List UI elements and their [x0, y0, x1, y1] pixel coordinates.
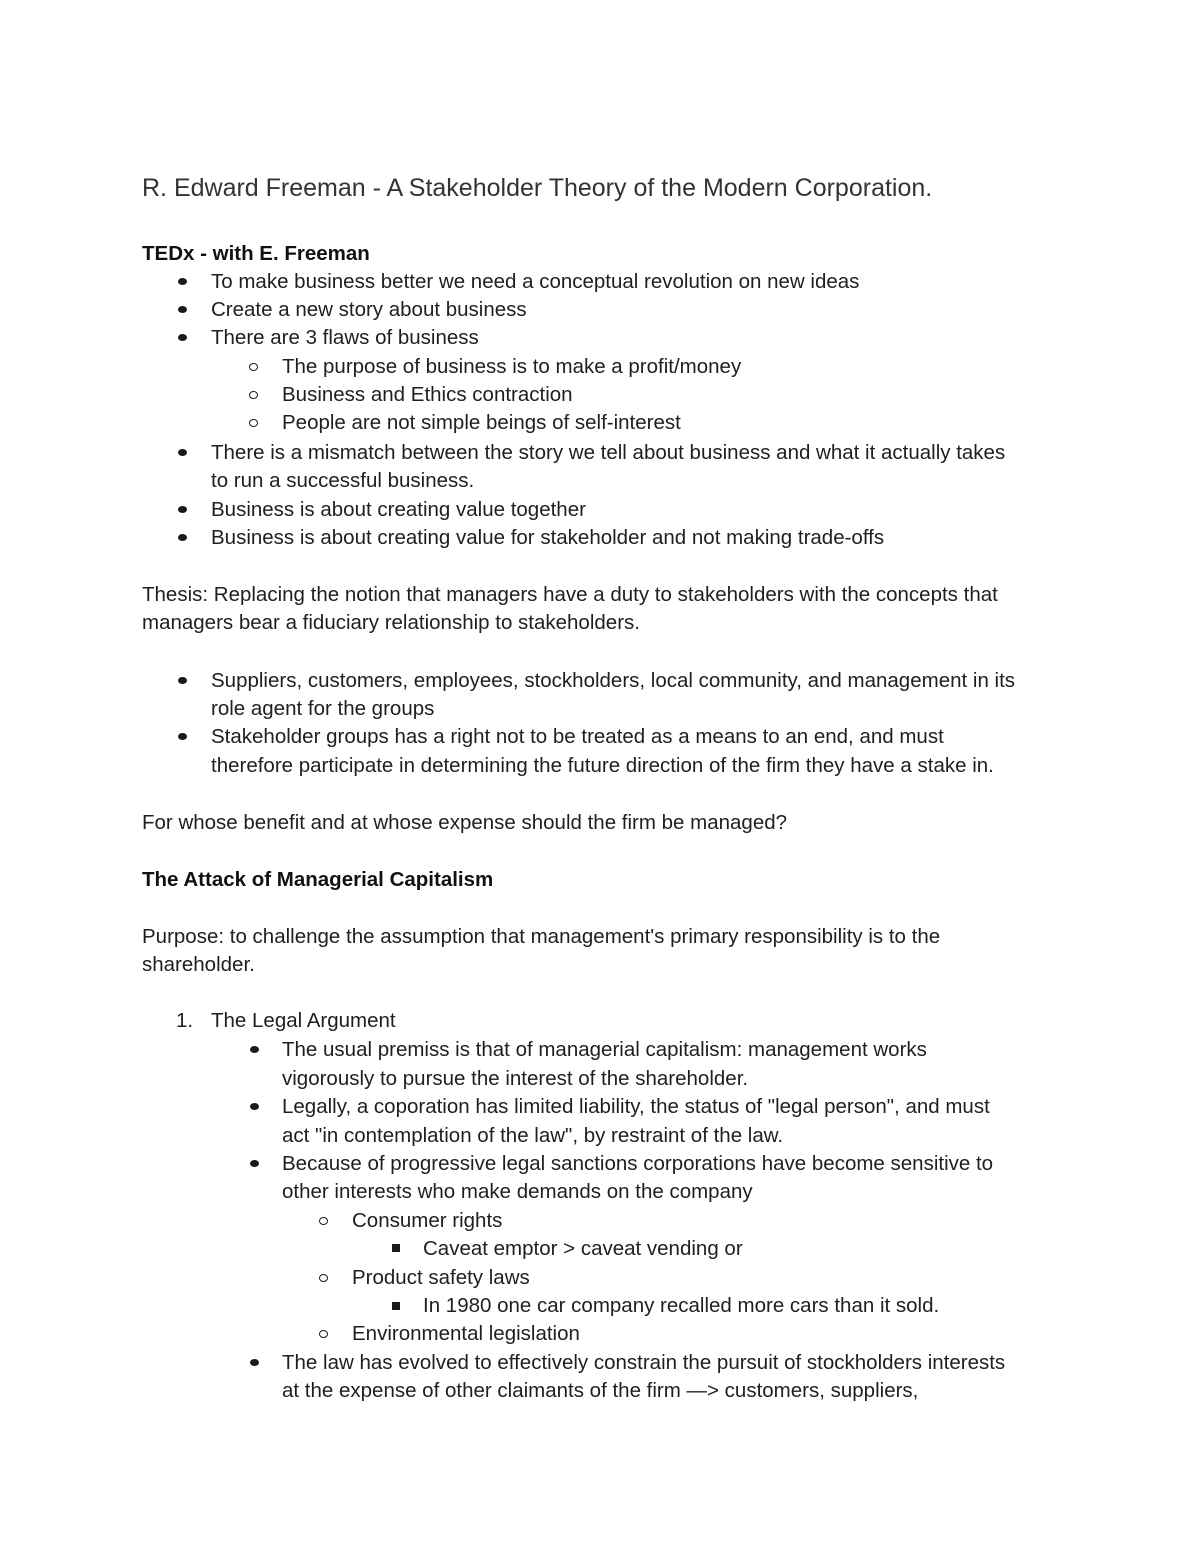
purpose-line-2: shareholder.: [142, 953, 255, 976]
bullet-disc-icon: [178, 506, 187, 513]
legal-bullet-4-line-2: at the expense of other claimants of the firm —> customers, suppliers,: [282, 1379, 919, 1402]
tedx-bullet-1: To make business better we need a conceptual revolution on new ideas: [211, 270, 860, 293]
document-title: R. Edward Freeman - A Stakeholder Theory of the Modern Corporation.: [142, 174, 933, 202]
bullet-disc-icon: [250, 1103, 259, 1110]
tedx-sub-bullet-1: The purpose of business is to make a profit/money: [282, 355, 742, 378]
bullet-circle-icon: [319, 1274, 328, 1282]
tedx-bullet-2: Create a new story about business: [211, 298, 527, 321]
thesis-line-2: managers bear a fiduciary relationship to stakeholders.: [142, 611, 640, 634]
tedx-bullet-6: Business is about creating value for stakeholder and not making trade-offs: [211, 526, 885, 549]
list-number-1: 1.: [176, 1009, 194, 1032]
bullet-disc-icon: [178, 306, 187, 313]
legal-bullet-2-line-1: Legally, a coporation has limited liability, the status of "legal person", and must: [282, 1095, 990, 1118]
tedx-bullet-4-line-2: to run a successful business.: [211, 469, 475, 492]
bullet-circle-icon: [249, 391, 258, 399]
thesis-bullet-2-line-2: therefore participate in determining the future direction of the firm they have a stake in.: [211, 754, 994, 777]
bullet-circle-icon: [319, 1217, 328, 1225]
legal-bullet-2-line-2: act "in contemplation of the law", by restraint of the law.: [282, 1124, 784, 1147]
bullet-square-icon: [392, 1244, 400, 1252]
question-line: For whose benefit and at whose expense should the firm be managed?: [142, 811, 788, 834]
bullet-circle-icon: [249, 419, 258, 427]
attack-heading: The Attack of Managerial Capitalism: [142, 868, 494, 891]
bullet-disc-icon: [178, 278, 187, 285]
bullet-disc-icon: [178, 677, 187, 684]
consumer-rights-item: Consumer rights: [352, 1209, 503, 1232]
legal-bullet-1-line-1: The usual premiss is that of managerial capitalism: management works: [282, 1038, 927, 1061]
tedx-sub-bullet-3: People are not simple beings of self-interest: [282, 411, 681, 434]
bullet-circle-icon: [249, 363, 258, 371]
legal-argument-heading: The Legal Argument: [211, 1009, 396, 1032]
bullet-disc-icon: [250, 1160, 259, 1167]
purpose-line-1: Purpose: to challenge the assumption that management's primary responsibility is to the: [142, 925, 941, 948]
tedx-heading: TEDx - with E. Freeman: [142, 242, 370, 265]
thesis-bullet-1-line-1: Suppliers, customers, employees, stockholders, local community, and management in its: [211, 669, 1016, 692]
caveat-emptor-item: Caveat emptor > caveat vending or: [423, 1237, 743, 1260]
bullet-disc-icon: [178, 534, 187, 541]
car-recall-item: In 1980 one car company recalled more cars than it sold.: [423, 1294, 940, 1317]
tedx-bullet-3: There are 3 flaws of business: [211, 326, 479, 349]
thesis-line-1: Thesis: Replacing the notion that managers have a duty to stakeholders with the concepts that: [142, 583, 998, 606]
product-safety-item: Product safety laws: [352, 1266, 530, 1289]
bullet-circle-icon: [319, 1330, 328, 1338]
bullet-square-icon: [392, 1302, 400, 1310]
bullet-disc-icon: [178, 449, 187, 456]
thesis-bullet-2-line-1: Stakeholder groups has a right not to be treated as a means to an end, and must: [211, 725, 944, 748]
tedx-bullet-5: Business is about creating value together: [211, 498, 586, 521]
bullet-disc-icon: [250, 1359, 259, 1366]
tedx-bullet-4-line-1: There is a mismatch between the story we tell about business and what it actually takes: [211, 441, 1006, 464]
bullet-disc-icon: [250, 1046, 259, 1053]
legal-bullet-4-line-1: The law has evolved to effectively constrain the pursuit of stockholders interests: [282, 1351, 1006, 1374]
legal-bullet-1-line-2: vigorously to pursue the interest of the shareholder.: [282, 1067, 749, 1090]
bullet-disc-icon: [178, 334, 187, 341]
bullet-disc-icon: [178, 733, 187, 740]
thesis-bullet-1-line-2: role agent for the groups: [211, 697, 435, 720]
tedx-sub-bullet-2: Business and Ethics contraction: [282, 383, 573, 406]
legal-bullet-3-line-2: other interests who make demands on the company: [282, 1180, 753, 1203]
legal-bullet-3-line-1: Because of progressive legal sanctions corporations have become sensitive to: [282, 1152, 994, 1175]
environmental-legislation-item: Environmental legislation: [352, 1322, 580, 1345]
